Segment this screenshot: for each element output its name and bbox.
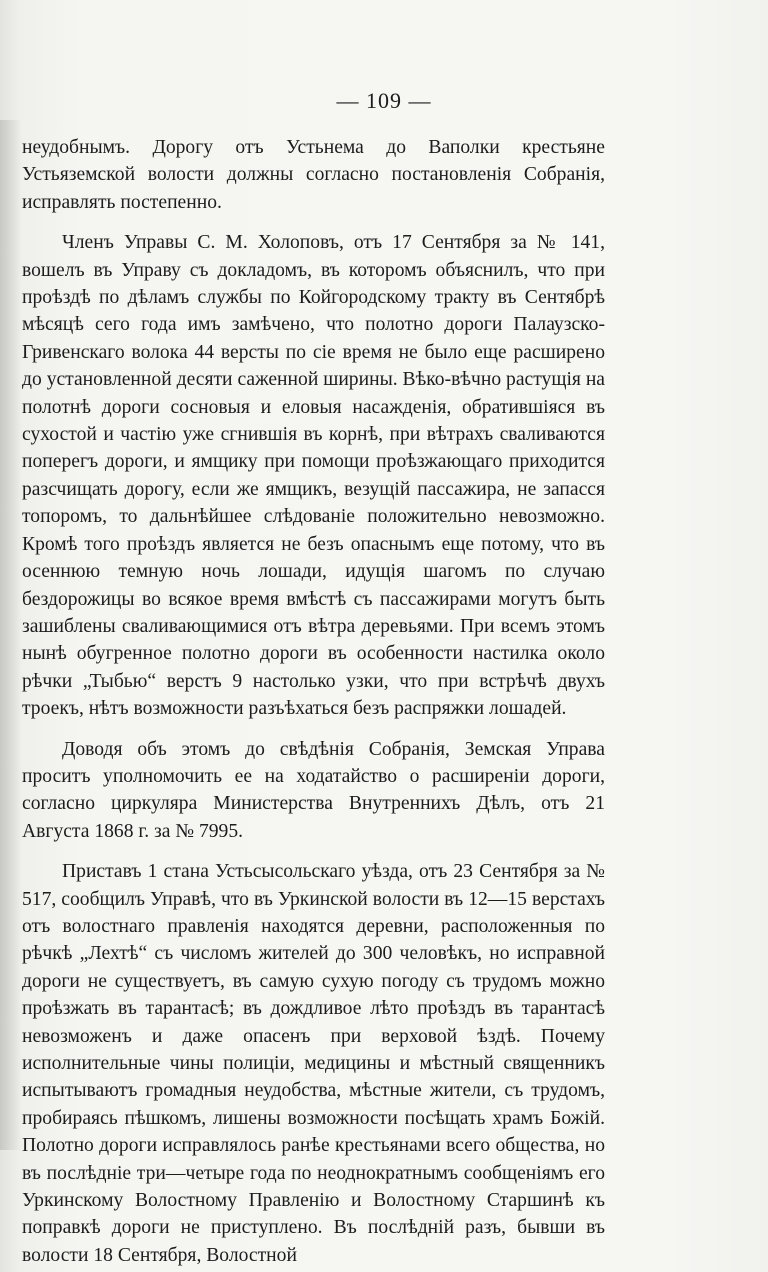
paragraph-holopov-report: Членъ Управы С. М. Холоповъ, отъ 17 Сентября за № 141, вошелъ въ Управу съ докладомъ, въ которомъ объяснилъ, что при проѣздѣ по дѣламъ службы по Койгородскому тракту въ Сентябрѣ мѣсяцѣ сего года имъ замѣчено, что полотно дороги Палаузско-Гривенскаго волока 44 версты по сіе время не было еще расширено до установленной десяти саженной ширины. Вѣко-вѣчно растущія на полотнѣ дороги сосновыя и еловыя насажденія, обратившіяся въ сухостой и частію уже сгнившія въ корнѣ, при вѣтрахъ сваливаются поперегъ дороги, и ямщику при помощи проѣзжающаго приходится разсчищать дорогу, если же ямщикъ, везущій пассажира, не запасся топоромъ, то дальнѣйшее слѣдованіе положительно невозможно. Кромѣ того проѣздъ является не безъ опаснымъ еще потому, что въ осеннюю темную ночь лошади, идущія шагомъ по случаю бездорожицы во всякое время вмѣстѣ съ пассажирами могутъ быть зашиблены сваливающимися отъ вѣтра деревьями. При всемъ этомъ нынѣ обугренное полотно дороги въ особенности настилка около рѣчки „Тыбью“ верстъ 9 настолько узки, что при встрѣчѣ двухъ троекъ, нѣтъ возможности разъѣхаться безъ распряжки лошадей. — [22, 232, 605, 720]
body-text — [22, 134, 605, 1269]
paragraph-uprava-request: Доводя объ этомъ до свѣдѣнія Собранія, Земская Управа проситъ уполномочить ее на ходатайство о расширеніи дороги, согласно циркуляра Министерства Внутреннихъ Дѣлъ, отъ 21 Августа 1868 г. за № 7995. — [22, 738, 605, 842]
paragraph-continuation: неудобнымъ. Дорогу отъ Устьнема до Ваполки крестьяне Устьяземской волости должны согласно постановленія Собранія, исправлять постепенно. — [22, 137, 605, 213]
page-edge-shadow — [0, 120, 22, 1150]
paragraph-pristav-report: Приставъ 1 стана Устьсысольскаго уѣзда, отъ 23 Сентября за № 517, сообщилъ Управѣ, что въ Уркинской волости въ 12—15 верстахъ отъ волостнаго правленія находятся деревни, расположенныя по рѣчкѣ „Лехтѣ“ съ числомъ жителей до 300 человѣкъ, но исправной дороги не существуетъ, въ самую сухую погоду съ трудомъ можно проѣзжать въ тарантасѣ; въ дождливое лѣто проѣздъ въ тарантасѣ невозможенъ и даже опасенъ при верховой ѣздѣ. Почему исполнительные чины полиціи, медицины и мѣстный священникъ испытываютъ громадныя неудобства, мѣстные жители, съ трудомъ, пробираясь пѣшкомъ, лишены возможности посѣщать храмъ Божій. Полотно дороги исправлялось ранѣе крестьянами всего общества, но въ послѣдніе три—четыре года по неоднократнымъ сообщеніямъ его Уркинскому Волостному Правленію и Волостному Старшинѣ къ поправкѣ дороги не приступлено. Въ послѣдній разъ, бывши въ волости 18 Сентября, Волостной — [22, 861, 605, 1266]
page-number: — 109 — — [336, 88, 432, 113]
